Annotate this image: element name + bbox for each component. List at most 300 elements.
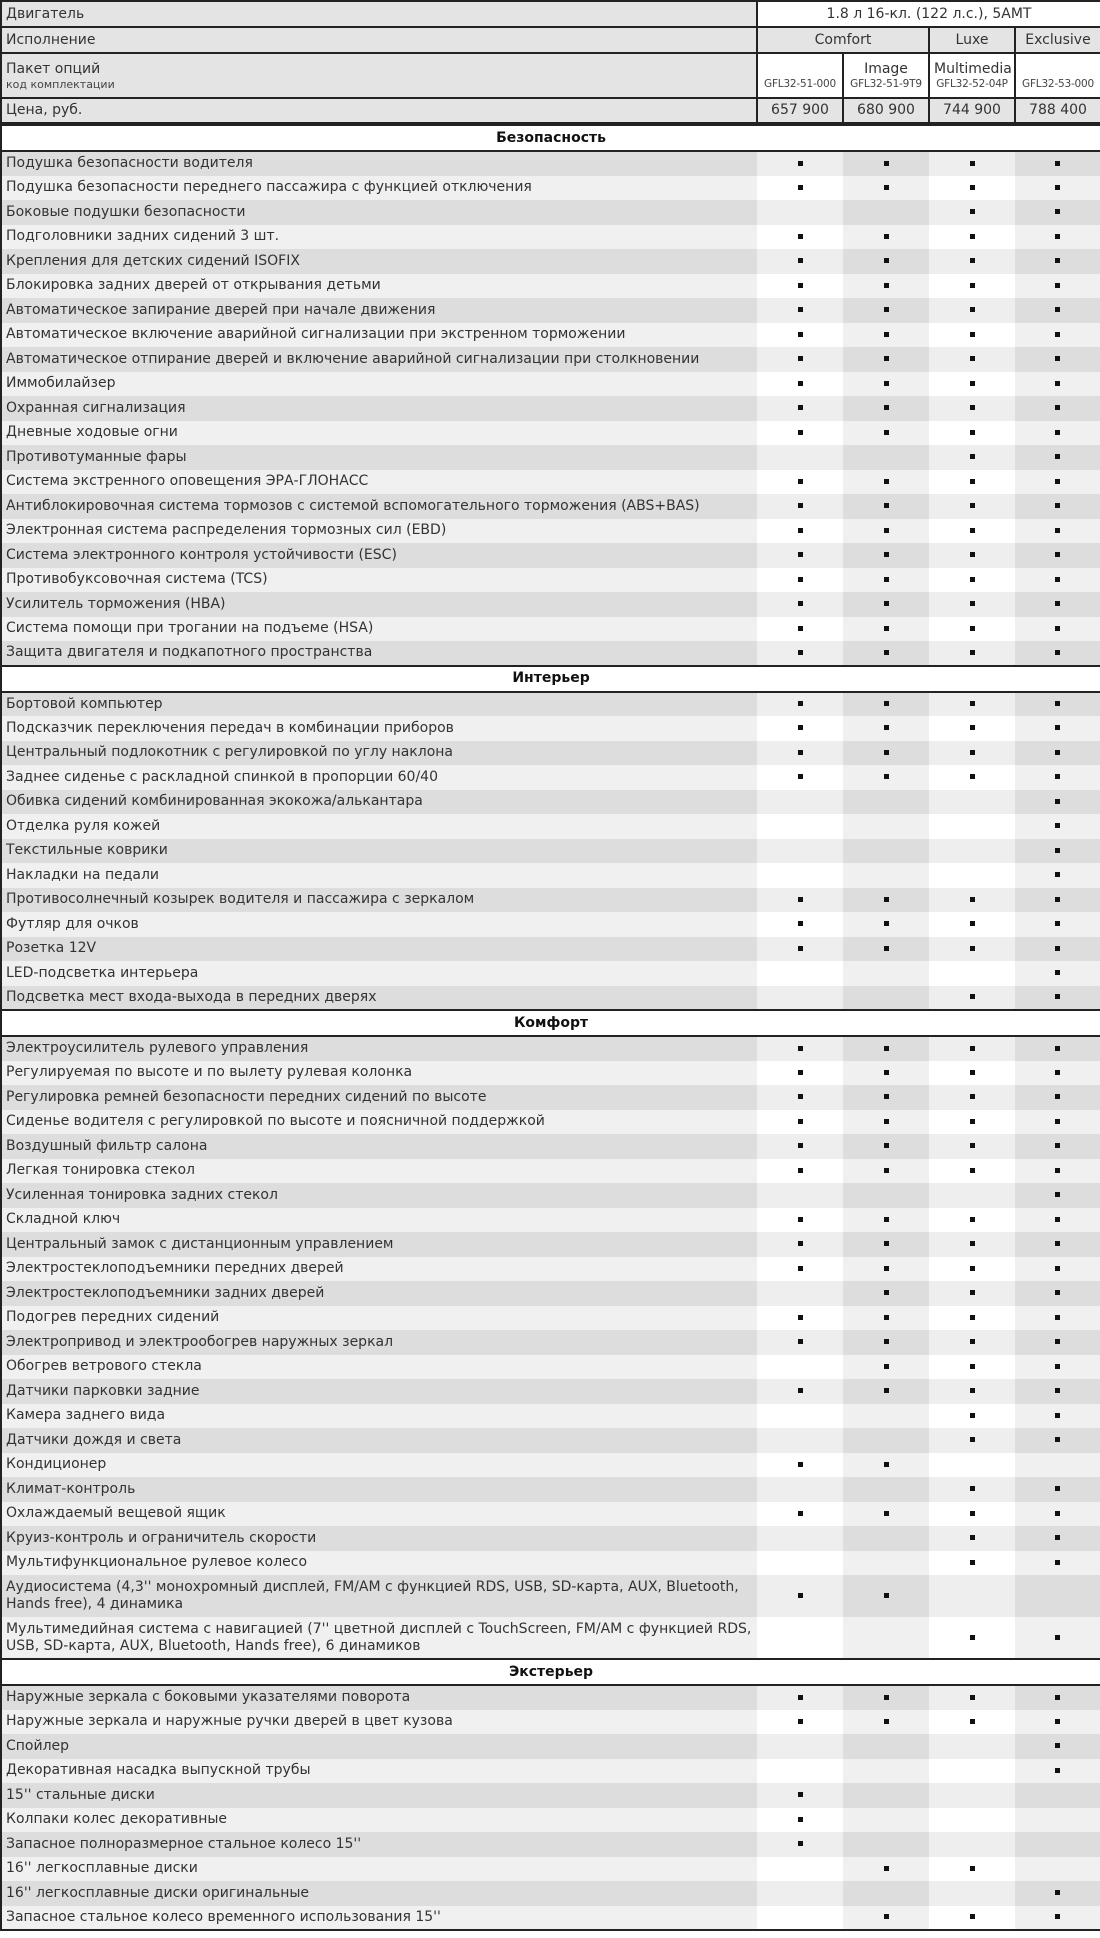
feature-cell	[843, 1617, 929, 1659]
feature-name: Крепления для детских сидений ISOFIX	[1, 249, 757, 274]
section-title: Экстерьер	[1, 1659, 1100, 1685]
feature-cell	[757, 1110, 843, 1135]
included-mark-icon	[884, 626, 889, 631]
feature-cell	[1015, 765, 1100, 790]
feature-cell	[843, 568, 929, 593]
feature-cell	[1015, 1085, 1100, 1110]
feature-cell	[929, 592, 1015, 617]
feature-cell	[1015, 617, 1100, 642]
feature-name: Наружные зеркала и наружные ручки дверей в цвет кузова	[1, 1710, 757, 1735]
feature-name: Система экстренного оповещения ЭРА-ГЛОНАСС	[1, 470, 757, 495]
feature-name: Камера заднего вида	[1, 1404, 757, 1429]
feature-cell	[1015, 1208, 1100, 1233]
feature-cell	[757, 1881, 843, 1906]
feature-cell	[843, 1808, 929, 1833]
feature-cell	[929, 790, 1015, 815]
feature-cell	[929, 470, 1015, 495]
feature-name: Обивка сидений комбинированная экокожа/алькантара	[1, 790, 757, 815]
feature-cell	[1015, 1379, 1100, 1404]
table-row	[1, 1232, 1100, 1257]
feature-cell	[1015, 1783, 1100, 1808]
table-row	[1, 1330, 1100, 1355]
feature-cell	[1015, 863, 1100, 888]
included-mark-icon	[884, 1094, 889, 1099]
table-row	[1, 961, 1100, 986]
included-mark-icon	[884, 234, 889, 239]
feature-cell	[757, 1453, 843, 1478]
package-sublabel: код комплектации	[6, 77, 115, 91]
feature-cell	[843, 1257, 929, 1282]
trim-exclusive: Exclusive	[1015, 27, 1100, 53]
included-mark-icon	[1055, 872, 1060, 877]
feature-cell	[843, 1881, 929, 1906]
feature-name: Подголовники задних сидений 3 шт.	[1, 225, 757, 250]
feature-cell	[929, 1783, 1015, 1808]
included-mark-icon	[970, 946, 975, 951]
feature-cell	[757, 641, 843, 666]
included-mark-icon	[884, 381, 889, 386]
feature-name: Автоматическое включение аварийной сигнализации при экстренном торможении	[1, 323, 757, 348]
included-mark-icon	[884, 1866, 889, 1871]
feature-name: Датчики парковки задние	[1, 1379, 757, 1404]
included-mark-icon	[970, 701, 975, 706]
feature-cell	[757, 1526, 843, 1551]
included-mark-icon	[1055, 1511, 1060, 1516]
feature-cell	[757, 1085, 843, 1110]
table-row	[1, 1085, 1100, 1110]
feature-cell	[929, 1685, 1015, 1710]
included-mark-icon	[884, 921, 889, 926]
included-mark-icon	[884, 503, 889, 508]
table-row	[1, 1379, 1100, 1404]
feature-cell	[929, 568, 1015, 593]
feature-cell	[843, 617, 929, 642]
included-mark-icon	[970, 430, 975, 435]
included-mark-icon	[798, 1046, 803, 1051]
feature-cell	[757, 741, 843, 766]
feature-cell	[1015, 543, 1100, 568]
feature-cell	[1015, 445, 1100, 470]
included-mark-icon	[1055, 381, 1060, 386]
feature-cell	[843, 1526, 929, 1551]
engine-row	[1, 1, 1100, 27]
feature-name: Подогрев передних сидений	[1, 1306, 757, 1331]
feature-cell	[1015, 1617, 1100, 1659]
included-mark-icon	[970, 528, 975, 533]
included-mark-icon	[884, 1070, 889, 1075]
table-row	[1, 1183, 1100, 1208]
feature-name: Футляр для очков	[1, 912, 757, 937]
feature-cell	[757, 692, 843, 717]
price-value: 680 900	[843, 98, 929, 123]
feature-cell	[843, 1551, 929, 1576]
table-row	[1, 151, 1100, 176]
included-mark-icon	[970, 1914, 975, 1919]
included-mark-icon	[970, 381, 975, 386]
feature-cell	[929, 1355, 1015, 1380]
included-mark-icon	[1055, 725, 1060, 730]
feature-cell	[929, 912, 1015, 937]
table-row	[1, 1685, 1100, 1710]
table-row	[1, 1734, 1100, 1759]
included-mark-icon	[798, 1792, 803, 1797]
feature-cell	[757, 961, 843, 986]
feature-cell	[757, 323, 843, 348]
table-row	[1, 298, 1100, 323]
feature-cell	[843, 274, 929, 299]
feature-cell	[929, 863, 1015, 888]
feature-name: Усиленная тонировка задних стекол	[1, 1183, 757, 1208]
included-mark-icon	[1055, 1719, 1060, 1724]
feature-cell	[1015, 151, 1100, 176]
feature-cell	[757, 1257, 843, 1282]
included-mark-icon	[798, 234, 803, 239]
feature-name: Подушка безопасности водителя	[1, 151, 757, 176]
feature-cell	[1015, 1551, 1100, 1576]
included-mark-icon	[884, 1364, 889, 1369]
included-mark-icon	[798, 479, 803, 484]
feature-cell	[929, 839, 1015, 864]
feature-cell	[757, 839, 843, 864]
feature-cell	[757, 1355, 843, 1380]
included-mark-icon	[1055, 1437, 1060, 1442]
included-mark-icon	[798, 356, 803, 361]
feature-cell	[1015, 298, 1100, 323]
feature-name: Противобуксовочная система (TCS)	[1, 568, 757, 593]
feature-cell	[929, 1379, 1015, 1404]
feature-cell	[1015, 1355, 1100, 1380]
included-mark-icon	[1055, 1339, 1060, 1344]
included-mark-icon	[798, 332, 803, 337]
included-mark-icon	[798, 381, 803, 386]
feature-cell	[757, 1617, 843, 1659]
feature-cell	[757, 1685, 843, 1710]
included-mark-icon	[970, 454, 975, 459]
table-row	[1, 641, 1100, 666]
feature-cell	[1015, 937, 1100, 962]
feature-cell	[843, 1453, 929, 1478]
feature-name: Отделка руля кожей	[1, 814, 757, 839]
included-mark-icon	[884, 774, 889, 779]
included-mark-icon	[970, 1339, 975, 1344]
included-mark-icon	[1055, 921, 1060, 926]
included-mark-icon	[970, 626, 975, 631]
included-mark-icon	[798, 1388, 803, 1393]
included-mark-icon	[970, 479, 975, 484]
feature-name: 16'' легкосплавные диски	[1, 1857, 757, 1882]
feature-cell	[843, 1306, 929, 1331]
feature-name: Дневные ходовые огни	[1, 421, 757, 446]
included-mark-icon	[884, 897, 889, 902]
included-mark-icon	[884, 1315, 889, 1320]
included-mark-icon	[884, 332, 889, 337]
feature-cell	[757, 617, 843, 642]
included-mark-icon	[798, 897, 803, 902]
feature-cell	[929, 1502, 1015, 1527]
included-mark-icon	[1055, 994, 1060, 999]
feature-name: Кондиционер	[1, 1453, 757, 1478]
feature-cell	[1015, 1734, 1100, 1759]
table-row	[1, 445, 1100, 470]
feature-name: Электронная система распределения тормозных сил (EBD)	[1, 519, 757, 544]
included-mark-icon	[1055, 528, 1060, 533]
included-mark-icon	[798, 503, 803, 508]
feature-cell	[1015, 200, 1100, 225]
table-row	[1, 1355, 1100, 1380]
feature-cell	[929, 1208, 1015, 1233]
included-mark-icon	[970, 1143, 975, 1148]
feature-cell	[757, 519, 843, 544]
feature-cell	[757, 716, 843, 741]
table-row	[1, 1453, 1100, 1478]
feature-cell	[757, 1208, 843, 1233]
feature-cell	[929, 937, 1015, 962]
included-mark-icon	[1055, 454, 1060, 459]
table-row	[1, 494, 1100, 519]
feature-cell	[843, 445, 929, 470]
feature-sections	[0, 124, 1100, 1931]
section-header	[1, 1659, 1100, 1685]
included-mark-icon	[970, 1511, 975, 1516]
feature-cell	[757, 445, 843, 470]
included-mark-icon	[1055, 1241, 1060, 1246]
price-row	[1, 98, 1100, 123]
included-mark-icon	[970, 1290, 975, 1295]
price-value: 744 900	[929, 98, 1015, 123]
included-mark-icon	[970, 1560, 975, 1565]
feature-cell	[1015, 1477, 1100, 1502]
table-row	[1, 1061, 1100, 1086]
feature-cell	[1015, 741, 1100, 766]
feature-cell	[843, 1404, 929, 1429]
feature-cell	[757, 1036, 843, 1061]
feature-cell	[929, 1477, 1015, 1502]
feature-cell	[929, 396, 1015, 421]
package-col-1	[757, 53, 843, 98]
feature-cell	[929, 617, 1015, 642]
included-mark-icon	[1055, 503, 1060, 508]
feature-cell	[929, 1061, 1015, 1086]
package-name	[1020, 61, 1096, 78]
feature-cell	[843, 937, 929, 962]
included-mark-icon	[970, 601, 975, 606]
feature-cell	[843, 839, 929, 864]
feature-cell	[757, 1808, 843, 1833]
feature-cell	[757, 1159, 843, 1184]
feature-cell	[929, 1134, 1015, 1159]
feature-cell	[757, 494, 843, 519]
table-row	[1, 1832, 1100, 1857]
feature-cell	[843, 494, 929, 519]
feature-cell	[1015, 814, 1100, 839]
trim-row	[1, 27, 1100, 53]
included-mark-icon	[970, 1695, 975, 1700]
feature-cell	[757, 888, 843, 913]
feature-cell	[929, 1759, 1015, 1784]
feature-name: Подсказчик переключения передач в комбинации приборов	[1, 716, 757, 741]
feature-cell	[843, 1575, 929, 1617]
included-mark-icon	[1055, 1290, 1060, 1295]
feature-cell	[929, 1453, 1015, 1478]
feature-cell	[1015, 1881, 1100, 1906]
feature-cell	[843, 1832, 929, 1857]
feature-name: Охлаждаемый вещевой ящик	[1, 1502, 757, 1527]
feature-cell	[929, 1808, 1015, 1833]
feature-cell	[1015, 1906, 1100, 1931]
included-mark-icon	[798, 1217, 803, 1222]
feature-cell	[843, 741, 929, 766]
included-mark-icon	[884, 1119, 889, 1124]
included-mark-icon	[970, 1241, 975, 1246]
table-row	[1, 1551, 1100, 1576]
feature-cell	[843, 1183, 929, 1208]
table-row	[1, 1208, 1100, 1233]
included-mark-icon	[970, 897, 975, 902]
table-row	[1, 200, 1100, 225]
table-header	[1, 1, 1100, 123]
feature-cell	[1015, 1330, 1100, 1355]
feature-cell	[1015, 1036, 1100, 1061]
included-mark-icon	[970, 258, 975, 263]
included-mark-icon	[884, 1217, 889, 1222]
included-mark-icon	[970, 1266, 975, 1271]
feature-cell	[757, 1477, 843, 1502]
table-row	[1, 1502, 1100, 1527]
feature-cell	[1015, 470, 1100, 495]
included-mark-icon	[884, 161, 889, 166]
feature-name: Электростеклоподъемники задних дверей	[1, 1281, 757, 1306]
included-mark-icon	[884, 1719, 889, 1724]
included-mark-icon	[1055, 258, 1060, 263]
feature-cell	[1015, 592, 1100, 617]
table-row	[1, 1881, 1100, 1906]
feature-cell	[757, 470, 843, 495]
table-row	[1, 249, 1100, 274]
feature-name: Мультимедийная система с навигацией (7'' цветной дисплей с TouchScreen, FM/AM с функцией RDS, USB, SD-карта, AUX, Bluetooth, Hands free), 6 динамиков	[1, 1617, 757, 1659]
included-mark-icon	[884, 1168, 889, 1173]
included-mark-icon	[798, 750, 803, 755]
feature-cell	[929, 1159, 1015, 1184]
feature-name: LED-подсветка интерьера	[1, 961, 757, 986]
included-mark-icon	[1055, 1070, 1060, 1075]
included-mark-icon	[798, 1719, 803, 1724]
included-mark-icon	[1055, 1635, 1060, 1640]
feature-cell	[843, 1783, 929, 1808]
feature-cell	[929, 298, 1015, 323]
included-mark-icon	[798, 552, 803, 557]
included-mark-icon	[1055, 209, 1060, 214]
feature-cell	[1015, 249, 1100, 274]
included-mark-icon	[798, 161, 803, 166]
feature-cell	[843, 692, 929, 717]
feature-cell	[843, 1134, 929, 1159]
feature-cell	[1015, 323, 1100, 348]
table-row	[1, 1159, 1100, 1184]
table-row	[1, 1575, 1100, 1617]
included-mark-icon	[970, 774, 975, 779]
section	[1, 666, 1100, 1011]
feature-name: Мультифункциональное рулевое колесо	[1, 1551, 757, 1576]
included-mark-icon	[970, 356, 975, 361]
included-mark-icon	[1055, 1046, 1060, 1051]
included-mark-icon	[1055, 356, 1060, 361]
feature-name: Запасное стальное колесо временного использования 15''	[1, 1906, 757, 1931]
feature-cell	[757, 200, 843, 225]
feature-cell	[757, 1306, 843, 1331]
included-mark-icon	[884, 1695, 889, 1700]
included-mark-icon	[884, 1046, 889, 1051]
included-mark-icon	[884, 1914, 889, 1919]
feature-cell	[1015, 912, 1100, 937]
feature-cell	[757, 1134, 843, 1159]
feature-cell	[929, 1617, 1015, 1659]
included-mark-icon	[884, 185, 889, 190]
feature-name: 16'' легкосплавные диски оригинальные	[1, 1881, 757, 1906]
feature-cell	[929, 1881, 1015, 1906]
feature-cell	[929, 1183, 1015, 1208]
feature-name: Система помощи при трогании на подъеме (HSA)	[1, 617, 757, 642]
included-mark-icon	[970, 921, 975, 926]
feature-name: Обогрев ветрового стекла	[1, 1355, 757, 1380]
feature-cell	[1015, 347, 1100, 372]
included-mark-icon	[1055, 234, 1060, 239]
feature-cell	[1015, 1159, 1100, 1184]
table-row	[1, 1257, 1100, 1282]
feature-cell	[1015, 1257, 1100, 1282]
table-row	[1, 1110, 1100, 1135]
included-mark-icon	[970, 1866, 975, 1871]
feature-cell	[1015, 494, 1100, 519]
table-row	[1, 592, 1100, 617]
included-mark-icon	[970, 185, 975, 190]
included-mark-icon	[1055, 1094, 1060, 1099]
feature-cell	[757, 1783, 843, 1808]
included-mark-icon	[1055, 970, 1060, 975]
included-mark-icon	[970, 209, 975, 214]
feature-cell	[757, 176, 843, 201]
feature-cell	[929, 347, 1015, 372]
feature-name: Круиз-контроль и ограничитель скорости	[1, 1526, 757, 1551]
included-mark-icon	[884, 650, 889, 655]
feature-cell	[1015, 568, 1100, 593]
feature-cell	[929, 176, 1015, 201]
table-row	[1, 1477, 1100, 1502]
feature-name: Боковые подушки безопасности	[1, 200, 757, 225]
package-col-3	[929, 53, 1015, 98]
included-mark-icon	[1055, 479, 1060, 484]
feature-cell	[1015, 1134, 1100, 1159]
feature-cell	[929, 445, 1015, 470]
table-row	[1, 814, 1100, 839]
feature-cell	[929, 494, 1015, 519]
feature-cell	[1015, 421, 1100, 446]
included-mark-icon	[970, 552, 975, 557]
feature-cell	[757, 1330, 843, 1355]
feature-cell	[1015, 790, 1100, 815]
feature-cell	[843, 1281, 929, 1306]
included-mark-icon	[798, 185, 803, 190]
package-code: GFL32-52-04P	[936, 77, 1008, 90]
table-row	[1, 519, 1100, 544]
feature-cell	[929, 741, 1015, 766]
included-mark-icon	[884, 1241, 889, 1246]
feature-cell	[929, 888, 1015, 913]
feature-cell	[1015, 1808, 1100, 1833]
feature-cell	[1015, 396, 1100, 421]
included-mark-icon	[970, 1046, 975, 1051]
included-mark-icon	[884, 1143, 889, 1148]
table-row	[1, 617, 1100, 642]
